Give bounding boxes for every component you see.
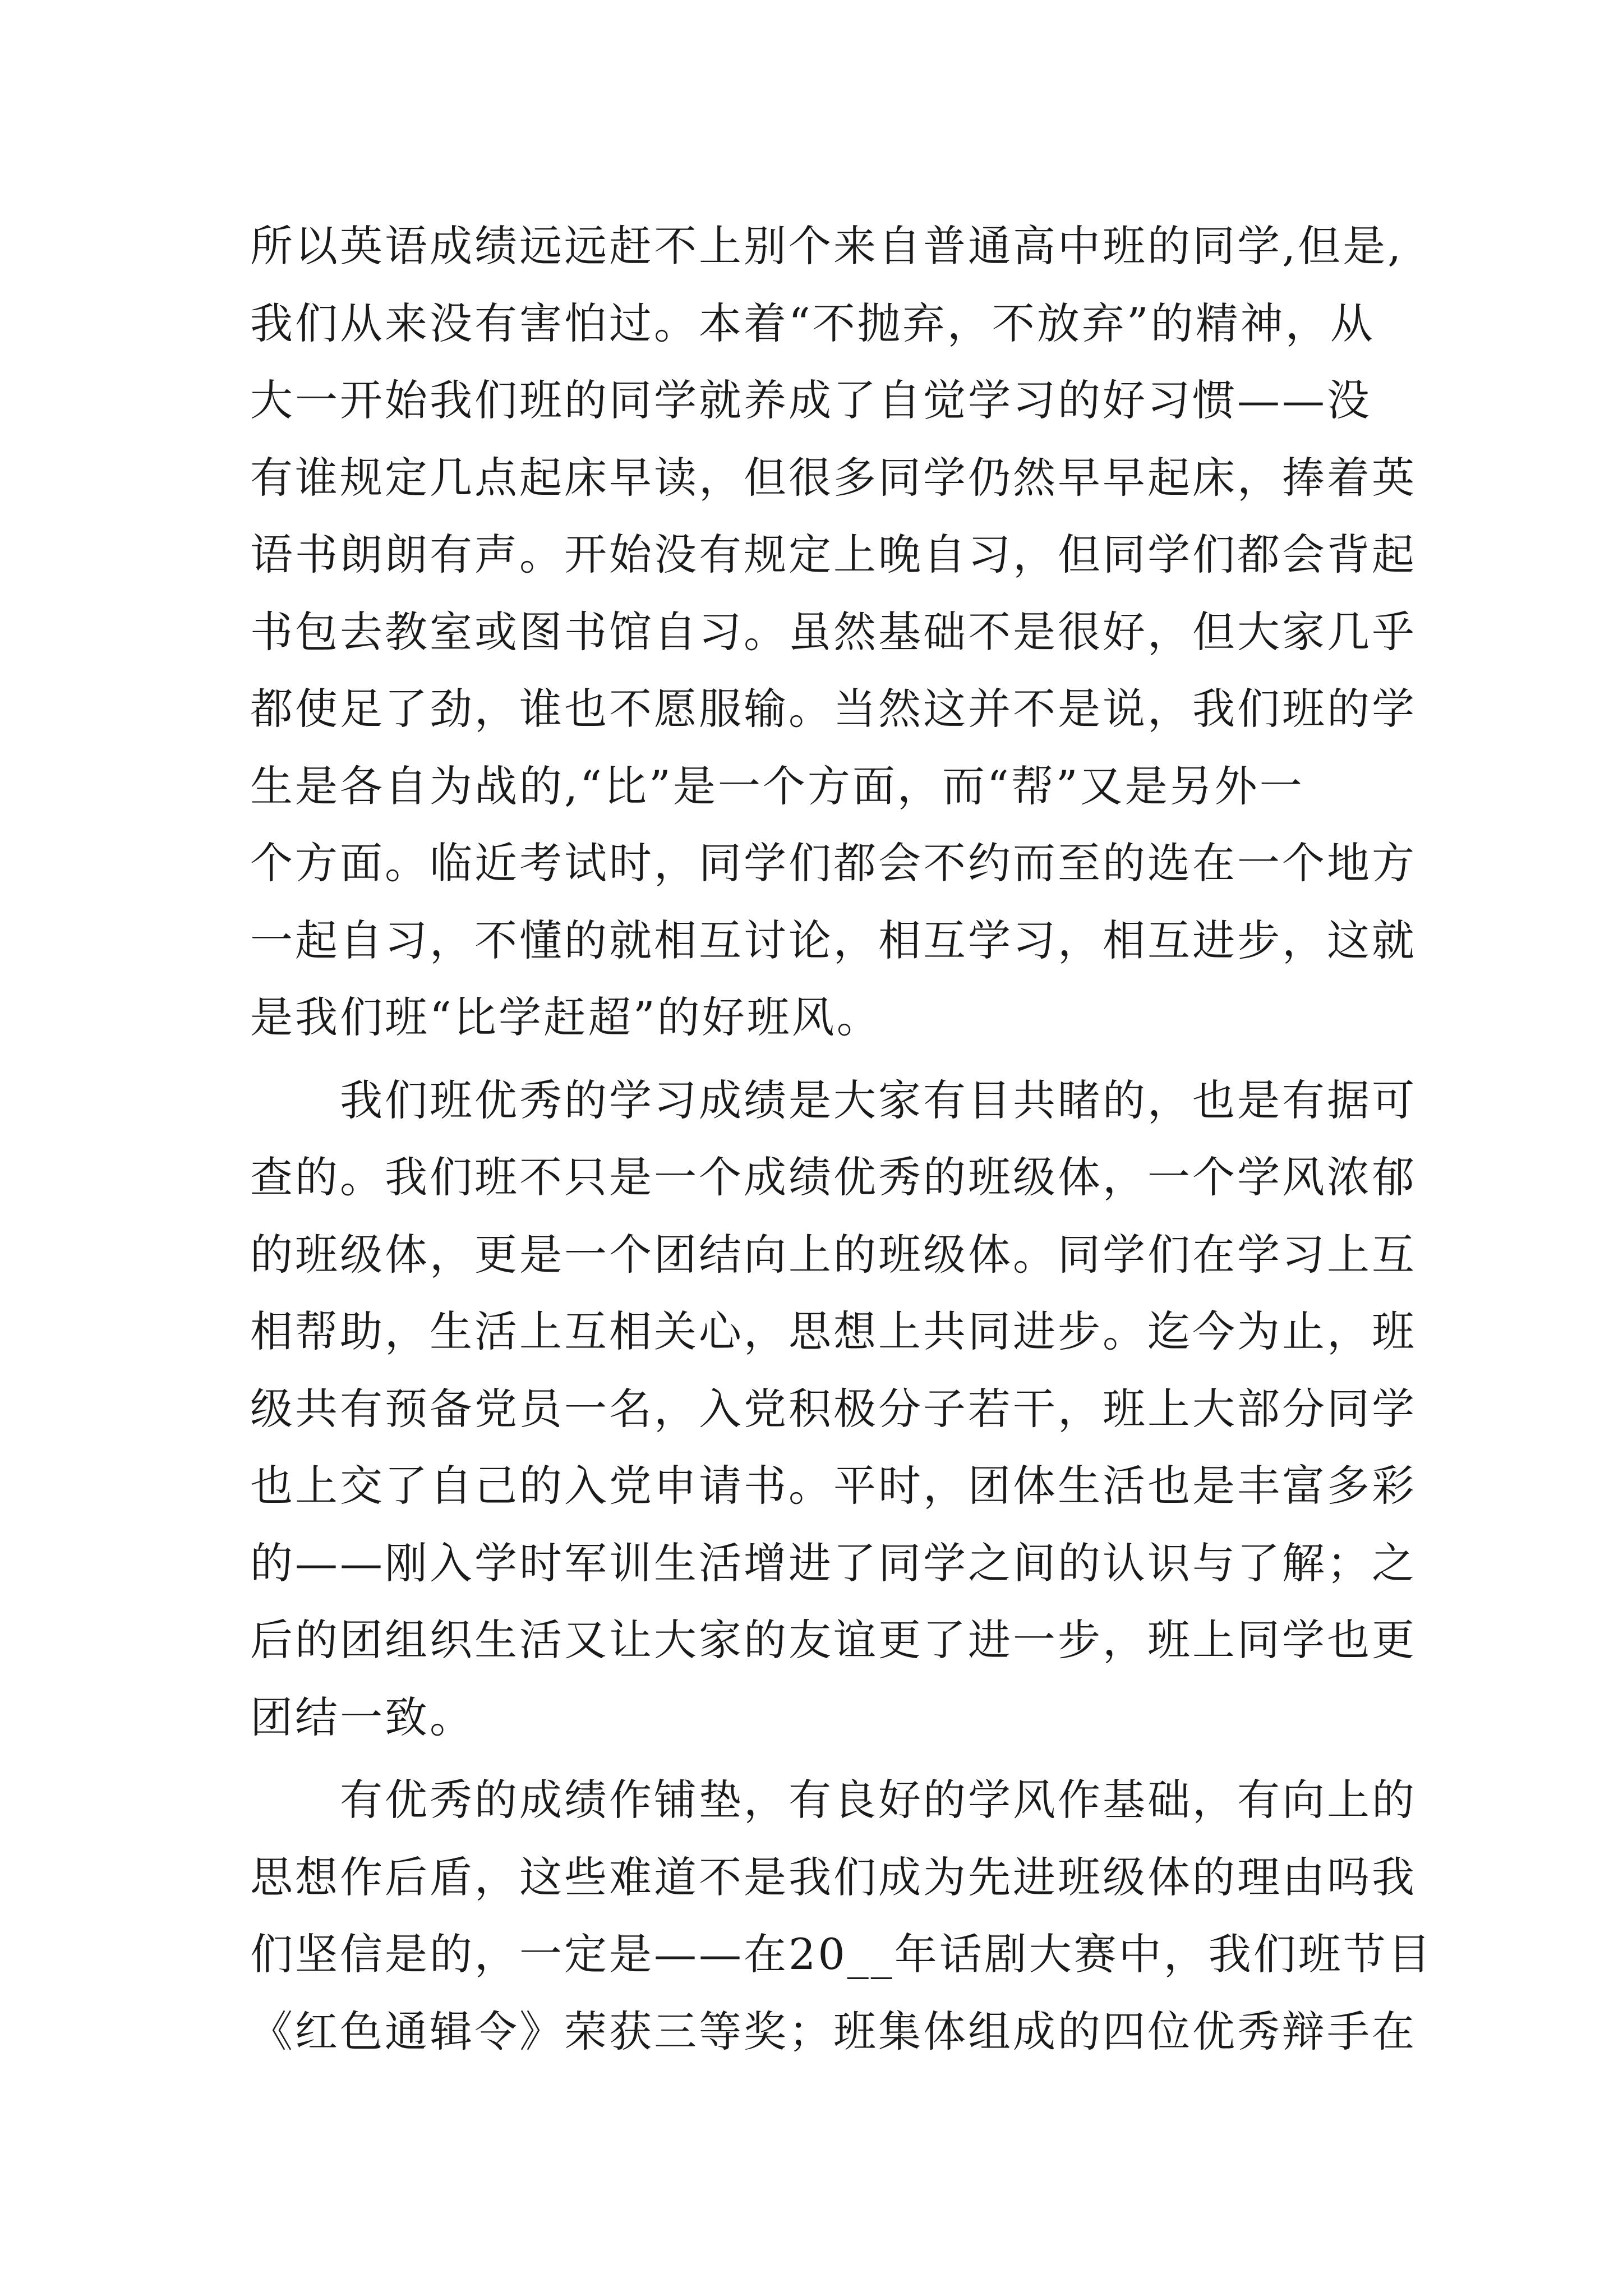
text-line: 个方面。临近考试时，同学们都会不约而至的选在一个地方	[250, 838, 1417, 888]
text-line: 是我们班“比学赶超”的好班风。	[250, 992, 882, 1042]
text-line: 们坚信是的，一定是——在20__年话剧大赛中，我们班节目	[250, 1929, 1433, 1979]
paragraph-3	[250, 1761, 1445, 2070]
text-line: 《红色通辑令》荣获三等奖；班集体组成的四位优秀辩手在	[250, 2006, 1417, 2056]
text-line: 语书朗朗有声。开始没有规定上晚自习，但同学们都会背起	[250, 530, 1417, 579]
paragraph-2	[250, 1062, 1445, 1756]
text-line: 查的。我们班不只是一个成绩优秀的班级体，一个学风浓郁	[250, 1152, 1417, 1202]
text-line: 相帮助，生活上互相关心，思想上共同进步。迄今为止，班	[250, 1306, 1417, 1356]
text-line: 后的团组织生活又让大家的友谊更了进一步，班上同学也更	[250, 1615, 1417, 1665]
text-line: 书包去教室或图书馆自习。虽然基础不是很好，但大家几乎	[250, 606, 1417, 657]
text-line: 的——刚入学时军训生活增进了同学之间的认识与了解；之	[250, 1538, 1417, 1588]
text-line: 思想作后盾，这些难道不是我们成为先进班级体的理由吗我	[250, 1852, 1417, 1902]
body-text	[250, 208, 1445, 2070]
text-line: 我们班优秀的学习成绩是大家有目共睹的，也是有据可	[340, 1075, 1417, 1125]
text-line: 有优秀的成绩作铺垫，有良好的学风作基础，有向上的	[340, 1775, 1417, 1825]
text-line: 所以英语成绩远远赶不上别个来自普通高中班的同学,但是,	[250, 221, 1404, 271]
text-line: 都使足了劲，谁也不愿服输。当然这并不是说，我们班的学	[250, 684, 1417, 734]
text-line: 的班级体，更是一个团结向上的班级体。同学们在学习上互	[250, 1229, 1417, 1280]
text-line: 有谁规定几点起床早读，但很多同学仍然早早起床，捧着英	[250, 452, 1417, 503]
text-line: 级共有预备党员一名，入党积极分子若干，班上大部分同学	[250, 1383, 1417, 1434]
text-line: 大一开始我们班的同学就养成了自觉学习的好习惯——没	[250, 375, 1372, 425]
text-line: 我们从来没有害怕过。本着“不抛弃，不放弃”的精神，从	[250, 298, 1375, 348]
text-line: 一起自习，不懂的就相互讨论，相互学习，相互进步，这就	[250, 915, 1417, 965]
text-line: 也上交了自己的入党申请书。平时，团体生活也是丰富多彩	[250, 1461, 1417, 1511]
text-line: 生是各自为战的,“比”是一个方面，而“帮”又是另外一	[250, 761, 1304, 811]
paragraph-1	[250, 208, 1445, 1056]
text-line: 团结一致。	[250, 1692, 474, 1742]
